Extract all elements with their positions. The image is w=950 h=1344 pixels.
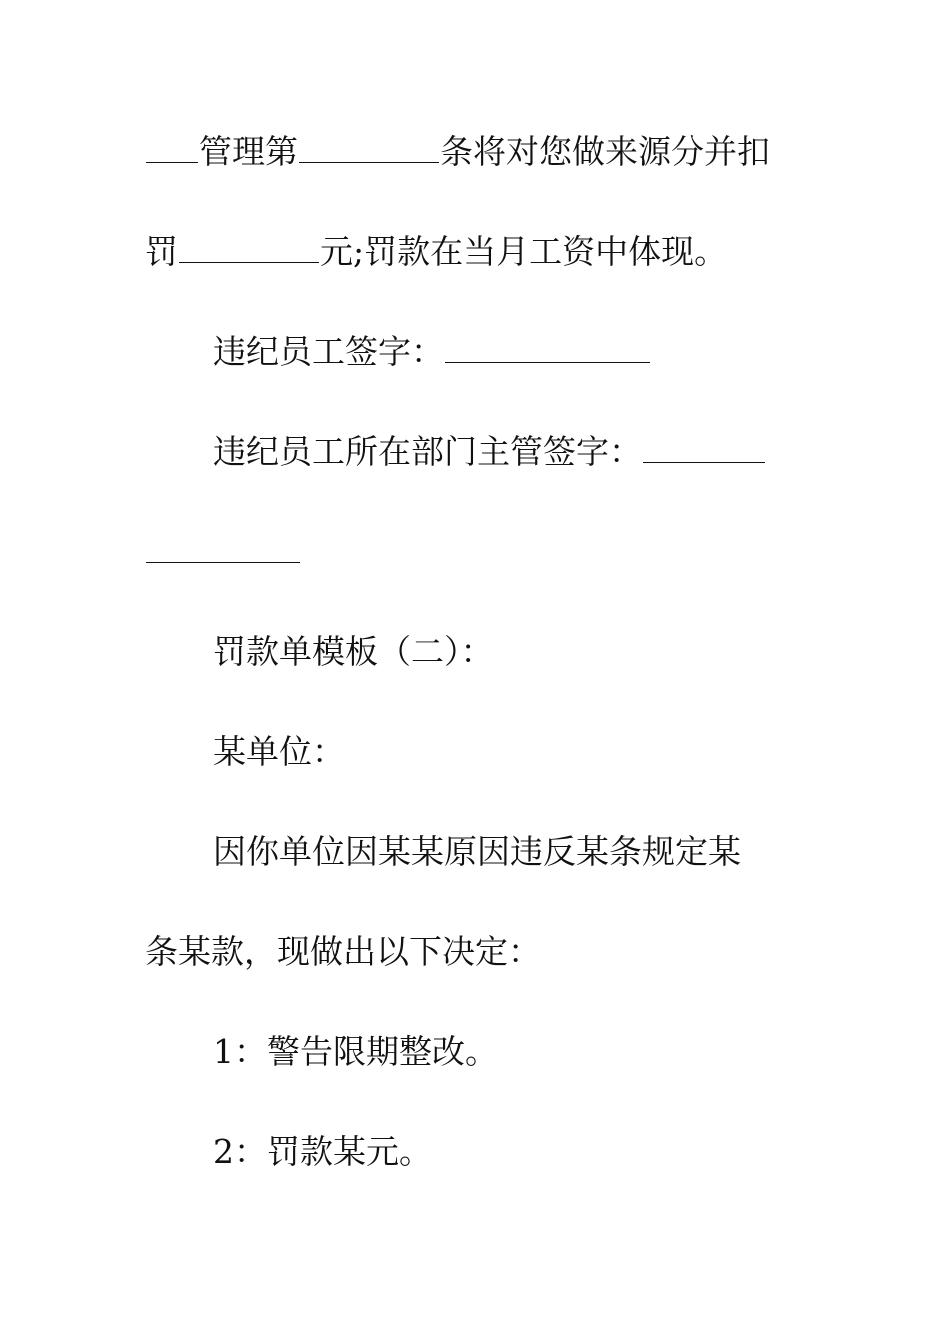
decision-item-2-text: 2：罚款某元。 [213, 1132, 432, 1171]
line-supervisor-signature-continued [145, 532, 301, 572]
blank-field-supervisor-signature-cont [146, 536, 300, 563]
decision-item-1 [213, 1032, 498, 1072]
line-article-penalty [145, 132, 770, 172]
text-management-article: 管理第 [199, 132, 298, 171]
line-fine-amount [145, 232, 727, 272]
text-penalty-clause: 条将对您做来源分并扣 [440, 132, 770, 171]
line-employee-signature [213, 332, 651, 372]
supervisor-signature-label: 违纪员工所在部门主管签字： [213, 432, 642, 471]
decision-item-2 [213, 1132, 432, 1172]
blank-field-article-number [299, 136, 439, 163]
body-text-1: 因你单位因某某原因违反某条规定某 [213, 832, 741, 871]
blank-field-employee-signature [445, 336, 650, 363]
addressee-text: 某单位： [213, 732, 345, 771]
text-salary-deduction: 元;罚款在当月工资中体现。 [320, 232, 728, 271]
employee-signature-label: 违纪员工签字： [213, 332, 444, 371]
blank-field-supervisor-signature [643, 436, 765, 463]
body-paragraph-line-2 [145, 932, 541, 972]
text-fine: 罚 [145, 232, 178, 271]
body-text-2: 条某款，现做出以下决定： [145, 932, 541, 971]
decision-item-1-text: 1：警告限期整改。 [213, 1032, 498, 1071]
template-heading [213, 632, 494, 672]
template-heading-text: 罚款单模板（二）： [213, 632, 494, 671]
body-paragraph-line-1 [213, 832, 741, 872]
addressee [213, 732, 345, 772]
line-supervisor-signature [213, 432, 766, 472]
blank-field-fine-amount [179, 236, 319, 263]
blank-field-regulation [146, 136, 198, 163]
